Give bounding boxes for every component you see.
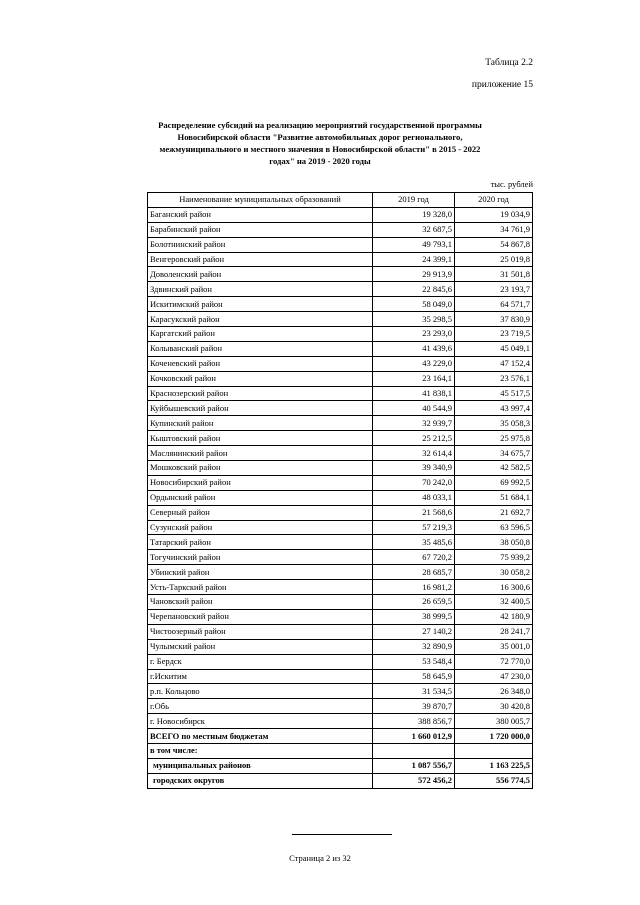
value-2020: 35 058,3	[455, 416, 533, 431]
value-2019: 28 685,7	[373, 565, 455, 580]
value-2019: 16 981,2	[373, 580, 455, 595]
total-2020: 1 163 225,5	[455, 758, 533, 773]
value-2019: 31 534,5	[373, 684, 455, 699]
value-2020: 23 193,7	[455, 282, 533, 297]
value-2019: 23 293,0	[373, 327, 455, 342]
value-2020: 31 501,8	[455, 267, 533, 282]
municipality-name: г.Обь	[148, 699, 373, 714]
municipality-name: Баганский район	[148, 207, 373, 222]
value-2020: 25 019,8	[455, 252, 533, 267]
value-2019: 27 140,2	[373, 624, 455, 639]
municipality-name: Северный район	[148, 505, 373, 520]
table-row	[148, 267, 533, 282]
value-2020: 19 034,9	[455, 207, 533, 222]
table-row	[148, 580, 533, 595]
municipality-name: Сузунский район	[148, 520, 373, 535]
municipality-name: Маслянинский район	[148, 446, 373, 461]
value-2019: 19 328,0	[373, 207, 455, 222]
value-2020: 69 992,5	[455, 475, 533, 490]
table-row	[148, 386, 533, 401]
footer-divider	[292, 834, 392, 835]
table-row	[148, 654, 533, 669]
municipality-name: Чановский район	[148, 595, 373, 610]
value-2019: 32 890,9	[373, 639, 455, 654]
municipality-name: Куйбышевский район	[148, 401, 373, 416]
municipality-name: Здвинский район	[148, 282, 373, 297]
value-2019: 22 845,6	[373, 282, 455, 297]
value-2019: 24 399,1	[373, 252, 455, 267]
municipality-name: г. Бердск	[148, 654, 373, 669]
table-row	[148, 252, 533, 267]
municipality-name: Барабинский район	[148, 222, 373, 237]
municipality-name: р.п. Кольцово	[148, 684, 373, 699]
municipality-name: Чистоозерный район	[148, 624, 373, 639]
table-row	[148, 341, 533, 356]
table-row	[148, 282, 533, 297]
value-2020: 30 058,2	[455, 565, 533, 580]
value-2019: 35 485,6	[373, 535, 455, 550]
heading-line: Распределение субсидий на реализацию мероприятий государственной программы	[158, 120, 482, 130]
value-2020: 64 571,7	[455, 297, 533, 312]
table-row	[148, 520, 533, 535]
table-row	[148, 490, 533, 505]
table-body	[148, 207, 533, 788]
municipality-name: Доволенский район	[148, 267, 373, 282]
total-2019	[373, 743, 455, 758]
municipality-name: Новосибирский район	[148, 475, 373, 490]
value-2019: 38 999,5	[373, 609, 455, 624]
column-header-name: Наименование муниципальных образований	[148, 193, 373, 208]
municipality-name: г. Новосибирск	[148, 714, 373, 729]
value-2019: 41 838,1	[373, 386, 455, 401]
value-2019: 26 659,5	[373, 595, 455, 610]
value-2020: 51 684,1	[455, 490, 533, 505]
total-label: в том числе:	[148, 743, 373, 758]
total-label: ВСЕГО по местным бюджетам	[148, 729, 373, 744]
municipality-name: Черепановский район	[148, 609, 373, 624]
value-2019: 39 870,7	[373, 699, 455, 714]
total-label: муниципальных районов	[148, 758, 373, 773]
value-2019: 48 033,1	[373, 490, 455, 505]
municipality-name: Каргатский район	[148, 327, 373, 342]
value-2020: 42 180,9	[455, 609, 533, 624]
total-2020	[455, 743, 533, 758]
table-row	[148, 446, 533, 461]
table-row	[148, 461, 533, 476]
municipality-name: Ордынский район	[148, 490, 373, 505]
table-row	[148, 669, 533, 684]
municipality-name: Колыванский район	[148, 341, 373, 356]
municipality-name: Венгеровский район	[148, 252, 373, 267]
value-2019: 49 793,1	[373, 237, 455, 252]
table-row	[148, 356, 533, 371]
table-row	[148, 237, 533, 252]
value-2019: 23 164,1	[373, 371, 455, 386]
total-row	[148, 773, 533, 788]
value-2019: 25 212,5	[373, 431, 455, 446]
table-row	[148, 535, 533, 550]
heading-line: Новосибирской области "Развитие автомобильных дорог регионального,	[177, 132, 463, 142]
value-2020: 47 230,0	[455, 669, 533, 684]
value-2020: 37 830,9	[455, 312, 533, 327]
total-2020: 1 720 000,0	[455, 729, 533, 744]
value-2020: 38 050,8	[455, 535, 533, 550]
value-2020: 35 001,0	[455, 639, 533, 654]
column-header-2020: 2020 год	[455, 193, 533, 208]
value-2019: 53 548,4	[373, 654, 455, 669]
value-2019: 41 439,6	[373, 341, 455, 356]
table-row	[148, 550, 533, 565]
value-2020: 28 241,7	[455, 624, 533, 639]
value-2020: 23 719,5	[455, 327, 533, 342]
heading-line: межмуниципального и местного значения в Новосибирской области" в 2015 - 2022	[159, 144, 481, 154]
value-2019: 40 544,9	[373, 401, 455, 416]
subsidy-table	[147, 192, 533, 789]
municipality-name: Мошковский район	[148, 461, 373, 476]
table-row	[148, 207, 533, 222]
municipality-name: Коченевский район	[148, 356, 373, 371]
table-row	[148, 312, 533, 327]
value-2020: 16 300,6	[455, 580, 533, 595]
document-heading	[140, 119, 500, 167]
municipality-name: Усть-Таркский район	[148, 580, 373, 595]
table-row	[148, 371, 533, 386]
table-row	[148, 401, 533, 416]
page-number: Страница 2 из 32	[289, 853, 351, 863]
value-2020: 45 049,1	[455, 341, 533, 356]
total-row	[148, 729, 533, 744]
value-2020: 23 576,1	[455, 371, 533, 386]
table-row	[148, 639, 533, 654]
municipality-name: Купинский район	[148, 416, 373, 431]
value-2020: 75 939,2	[455, 550, 533, 565]
value-2019: 32 939,7	[373, 416, 455, 431]
table-row	[148, 475, 533, 490]
table-row	[148, 431, 533, 446]
value-2020: 32 400,5	[455, 595, 533, 610]
value-2020: 25 975,8	[455, 431, 533, 446]
total-2020: 556 774,5	[455, 773, 533, 788]
value-2019: 35 298,5	[373, 312, 455, 327]
value-2019: 388 856,7	[373, 714, 455, 729]
municipality-name: Карасукский район	[148, 312, 373, 327]
table-row	[148, 297, 533, 312]
value-2020: 47 152,4	[455, 356, 533, 371]
table-row	[148, 222, 533, 237]
value-2019: 29 913,9	[373, 267, 455, 282]
value-2020: 45 517,5	[455, 386, 533, 401]
value-2020: 42 582,5	[455, 461, 533, 476]
value-2020: 54 867,8	[455, 237, 533, 252]
table-label: Таблица 2.2	[485, 58, 533, 68]
table-row	[148, 699, 533, 714]
value-2019: 70 242,0	[373, 475, 455, 490]
appendix-label: приложение 15	[471, 80, 533, 90]
value-2019: 58 645,9	[373, 669, 455, 684]
value-2020: 21 692,7	[455, 505, 533, 520]
total-2019: 1 087 556,7	[373, 758, 455, 773]
municipality-name: г.Искитим	[148, 669, 373, 684]
value-2020: 34 761,9	[455, 222, 533, 237]
total-2019: 572 456,2	[373, 773, 455, 788]
table-row	[148, 609, 533, 624]
table-row	[148, 327, 533, 342]
value-2020: 72 770,0	[455, 654, 533, 669]
table-row	[148, 416, 533, 431]
heading-line: годах" на 2019 - 2020 годы	[269, 156, 371, 166]
table-row	[148, 624, 533, 639]
value-2020: 63 596,5	[455, 520, 533, 535]
value-2020: 26 348,0	[455, 684, 533, 699]
table-row	[148, 565, 533, 580]
value-2019: 32 614,4	[373, 446, 455, 461]
total-row	[148, 758, 533, 773]
value-2020: 30 420,8	[455, 699, 533, 714]
municipality-name: Кыштовский район	[148, 431, 373, 446]
total-row	[148, 743, 533, 758]
municipality-name: Краснозерский район	[148, 386, 373, 401]
value-2019: 58 049,0	[373, 297, 455, 312]
value-2020: 43 997,4	[455, 401, 533, 416]
column-header-2019: 2019 год	[373, 193, 455, 208]
table-row	[148, 684, 533, 699]
municipality-name: Чулымский район	[148, 639, 373, 654]
municipality-name: Искитимский район	[148, 297, 373, 312]
table-row	[148, 714, 533, 729]
municipality-name: Кочковский район	[148, 371, 373, 386]
total-2019: 1 660 012,9	[373, 729, 455, 744]
table-header-row	[148, 193, 533, 208]
value-2019: 39 340,9	[373, 461, 455, 476]
municipality-name: Татарский район	[148, 535, 373, 550]
value-2019: 43 229,0	[373, 356, 455, 371]
municipality-name: Болотнинский район	[148, 237, 373, 252]
value-2019: 32 687,5	[373, 222, 455, 237]
units-label: тыс. рублей	[490, 179, 533, 189]
value-2019: 67 720,2	[373, 550, 455, 565]
table-row	[148, 505, 533, 520]
municipality-name: Тогучинский район	[148, 550, 373, 565]
value-2020: 380 005,7	[455, 714, 533, 729]
table-row	[148, 595, 533, 610]
value-2020: 34 675,7	[455, 446, 533, 461]
value-2019: 57 219,3	[373, 520, 455, 535]
total-label: городских округов	[148, 773, 373, 788]
municipality-name: Убинский район	[148, 565, 373, 580]
value-2019: 21 568,6	[373, 505, 455, 520]
